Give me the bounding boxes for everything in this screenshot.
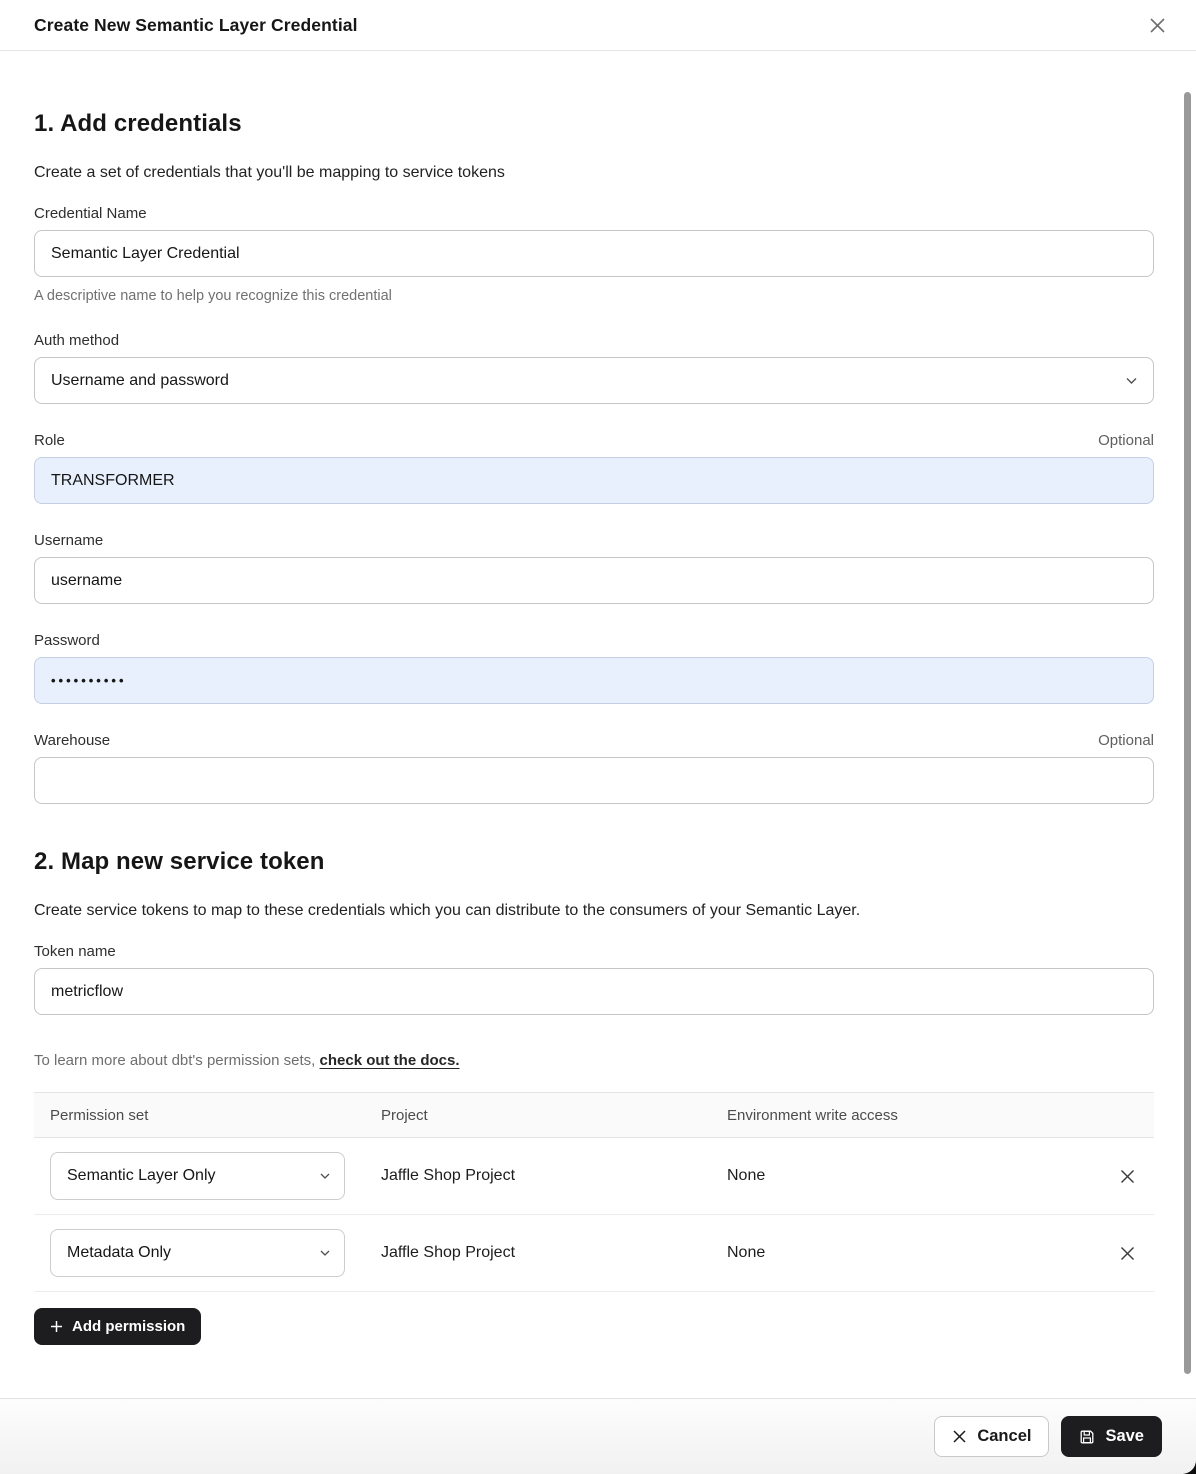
section-add-credentials <box>34 110 1154 804</box>
password-group <box>34 632 1154 704</box>
environment-write-access-cell: None <box>727 1167 766 1184</box>
credential-name-group <box>34 205 1154 304</box>
scrollbar[interactable] <box>1184 92 1191 1374</box>
close-icon <box>1119 1168 1136 1185</box>
column-header-environment-write-access: Environment write access <box>727 1106 898 1124</box>
modal-footer <box>0 1398 1196 1474</box>
username-group <box>34 532 1154 604</box>
auth-method-value: Username and password <box>51 371 229 389</box>
remove-permission-button[interactable] <box>1110 1159 1144 1193</box>
permissions-table <box>34 1092 1154 1292</box>
warehouse-label: Warehouse <box>34 732 111 749</box>
credential-name-helper: A descriptive name to help you recognize this credential <box>34 288 392 304</box>
environment-write-access-cell: None <box>727 1244 766 1261</box>
section1-heading: 1. Add credentials <box>34 110 242 137</box>
docs-note-text: To learn more about dbt's permission sets, <box>34 1052 320 1069</box>
project-cell: Jaffle Shop Project <box>381 1167 516 1184</box>
role-optional-tag: Optional <box>1098 432 1154 449</box>
save-label: Save <box>1105 1427 1144 1445</box>
username-label: Username <box>34 532 104 549</box>
close-icon <box>1119 1245 1136 1262</box>
add-permission-button[interactable] <box>34 1308 201 1345</box>
password-input[interactable] <box>34 657 1154 704</box>
remove-permission-button[interactable] <box>1110 1236 1144 1270</box>
auth-method-label: Auth method <box>34 332 120 349</box>
permission-set-select[interactable] <box>50 1152 345 1200</box>
permission-set-value: Semantic Layer Only <box>67 1167 216 1184</box>
warehouse-optional-tag: Optional <box>1098 732 1154 749</box>
chevron-down-icon <box>320 1173 330 1179</box>
permission-set-select[interactable] <box>50 1229 345 1277</box>
cancel-button[interactable] <box>934 1416 1049 1457</box>
docs-note <box>34 1052 1154 1069</box>
credential-name-input[interactable] <box>34 230 1154 277</box>
close-icon <box>952 1429 967 1444</box>
table-row <box>34 1138 1154 1215</box>
docs-link[interactable]: check out the docs. <box>319 1052 460 1069</box>
credential-name-label: Credential Name <box>34 205 147 222</box>
section2-heading: 2. Map new service token <box>34 848 325 875</box>
modal-header <box>0 0 1196 51</box>
project-cell: Jaffle Shop Project <box>381 1244 516 1261</box>
token-name-group <box>34 943 1154 1015</box>
permissions-table-header <box>34 1093 1154 1138</box>
table-row <box>34 1215 1154 1292</box>
warehouse-group <box>34 732 1154 804</box>
role-label: Role <box>34 432 65 449</box>
column-header-permission-set: Permission set <box>50 1106 149 1124</box>
column-header-project: Project <box>381 1106 428 1124</box>
permission-set-value: Metadata Only <box>67 1244 172 1261</box>
close-button[interactable] <box>1142 10 1172 40</box>
close-icon <box>1148 16 1167 35</box>
role-group <box>34 432 1154 504</box>
section-map-service-token <box>34 848 1154 1345</box>
section1-description: Create a set of credentials that you'll be mapping to service tokens <box>34 164 505 181</box>
password-label: Password <box>34 632 100 649</box>
modal-title: Create New Semantic Layer Credential <box>34 14 358 35</box>
username-input[interactable] <box>34 557 1154 604</box>
plus-icon <box>50 1320 63 1333</box>
section2-description: Create service tokens to map to these credentials which you can distribute to the consumers of your Semantic Layer. <box>34 902 861 919</box>
token-name-input[interactable] <box>34 968 1154 1015</box>
chevron-down-icon <box>1126 377 1137 384</box>
warehouse-input[interactable] <box>34 757 1154 804</box>
auth-method-select[interactable] <box>34 357 1154 404</box>
role-input[interactable] <box>34 457 1154 504</box>
chevron-down-icon <box>320 1250 330 1256</box>
token-name-label: Token name <box>34 943 116 960</box>
modal-body <box>0 51 1196 1398</box>
cancel-label: Cancel <box>977 1427 1032 1445</box>
add-permission-label: Add permission <box>72 1318 186 1335</box>
save-button[interactable] <box>1061 1416 1162 1457</box>
auth-method-group <box>34 332 1154 404</box>
save-icon <box>1079 1429 1095 1445</box>
